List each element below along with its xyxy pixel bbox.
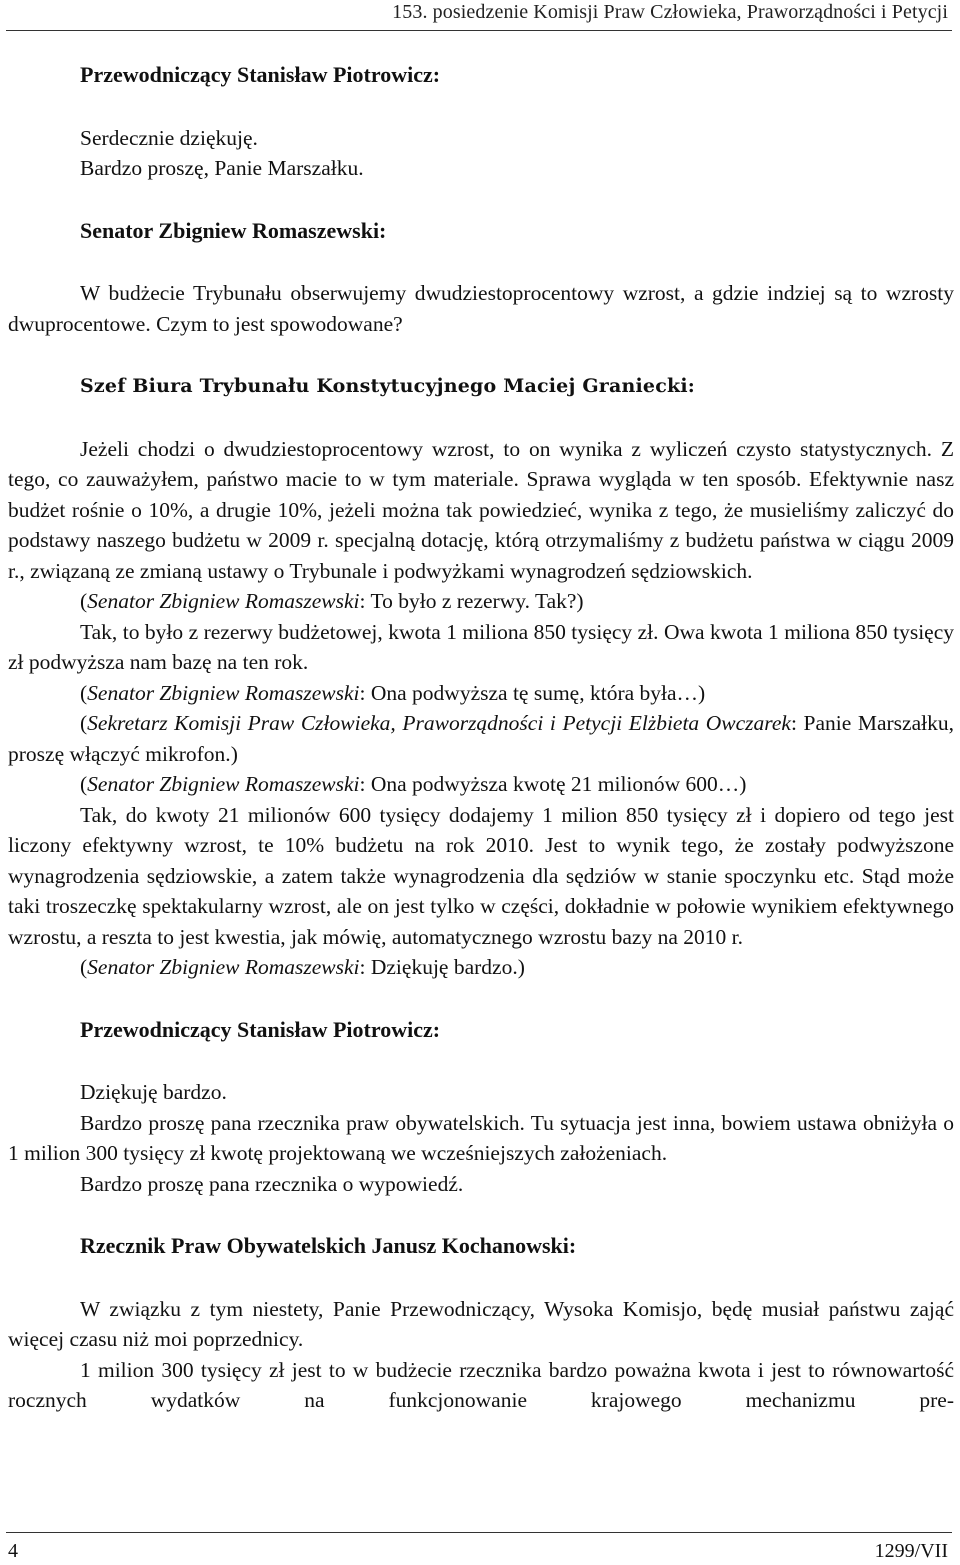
page-header — [0, 0, 960, 34]
header-rule — [6, 30, 952, 31]
document-id: 1299/VII — [874, 1540, 948, 1562]
interjection-text: : Ona podwyższa kwotę 21 milionów 600… — [359, 772, 740, 796]
paragraph: Tak, to było z rezerwy budżetowej, kwota 1 miliona 850 tysięcy zł. Owa kwota 1 miliona 850 tysięcy zł podwyższa nam bazę na ten rok. — [8, 619, 954, 674]
speaker-heading: Senator Zbigniew Romaszewski: — [80, 217, 387, 243]
interjection: (Senator Zbigniew Romaszewski: Dziękuję bardzo.) — [80, 955, 525, 979]
interjection: (Sekretarz Komisji Praw Człowieka, Praworządności i Petycji Elżbieta Owczarek: Panie Marszałku, proszę włączyć mikrofon.) — [8, 711, 954, 766]
speaker-heading: Przewodniczący Stanisław Piotrowicz: — [80, 62, 441, 87]
page-number: 4 — [8, 1540, 18, 1562]
speaker-heading: Szef Biura Trybunału Konstytucyjnego Maciej Graniecki: — [80, 375, 695, 397]
interjection: (Senator Zbigniew Romaszewski: To było z rezerwy. Tak?) — [80, 589, 584, 613]
footer-rule — [6, 1532, 952, 1533]
paragraph: Tak, do kwoty 21 milionów 600 tysięcy dodajemy 1 milion 850 tysięcy zł i dopiero od tego jest liczony efektywny wzrost, te 10% budżetu na rok 2010. Jest to wynik tego, że zostały podwyższone wynagrodzenia sędziowskie, a zatem także wynagrodzenia dla sędziów w stanie spoczynku etc. Stąd może taki troszeczkę spektakularny wzrost, ale on jest tylko w części, dokładnie w połowie wynikiem efektywnego wzrostu, a reszta to jest kwestia, jak mówię, automatycznego wzrostu bazy na 2010 r. — [8, 802, 954, 949]
paragraph: W związku z tym niestety, Panie Przewodniczący, Wysoka Komisjo, będę musiał państwu zająć więcej czasu niż moi poprzednicy. — [8, 1296, 954, 1351]
paragraph: 1 milion 300 tysięcy zł jest to w budżecie rzecznika bardzo poważna kwota i jest to równowartość rocznych wydatków na funkcjonowanie krajowego mechanizmu pre- — [8, 1357, 954, 1412]
interjection-speaker: Senator Zbigniew Romaszewski — [87, 772, 360, 796]
paragraph: Bardzo proszę pana rzecznika praw obywatelskich. Tu sytuacja jest inna, bowiem ustawa obniżyła o 1 milion 300 tysięcy zł kwotę projektowaną we wcześniejszych założeniach. — [8, 1110, 954, 1165]
interjection-text: : Dziękuję bardzo. — [359, 955, 518, 979]
speaker-heading: Rzecznik Praw Obywatelskich Janusz Kochanowski: — [80, 1233, 577, 1258]
interjection-text: : To było z rezerwy. Tak? — [359, 589, 577, 613]
interjection-speaker: Sekretarz Komisji Praw Człowieka, Praworządności i Petycji Elżbieta Owczarek — [87, 711, 791, 735]
interjection-speaker: Senator Zbigniew Romaszewski — [87, 680, 360, 705]
transcript-body — [8, 60, 954, 1416]
interjection-speaker: Senator Zbigniew Romaszewski — [87, 589, 360, 613]
paragraph: W budżecie Trybunału obserwujemy dwudziestoprocentowy wzrost, a gdzie indziej są to wzrosty dwuprocentowe. Czym to jest spowodowane? — [8, 281, 954, 336]
paragraph: Jeżeli chodzi o dwudziestoprocentowy wzrost, to on wynika z wyliczeń czysto statystycznych. Z tego, co zauważyłem, państwo macie to w tym materiale. Sprawa wygląda w ten sposób. Efektywnie nasz budżet rośnie o 10%, a drugie 10%, jeżeli można tak powiedzieć, wynika z tego, że musieliśmy zaliczyć do podstawy naszego budżetu w 2009 r. specjalną dotację, którą otrzymaliśmy z budżetu państwa w ciągu 2009 r., związaną ze zmianą ustawy o Trybunale i podwyżkami wynagrodzeń sędziowskich. — [8, 436, 954, 583]
interjection-speaker: Senator Zbigniew Romaszewski — [87, 955, 360, 979]
interjection-text: : Ona podwyższa tę sumę, która była… — [359, 680, 699, 705]
interjection: (Senator Zbigniew Romaszewski: Ona podwyższa tę sumę, która była…) — [80, 680, 706, 705]
interjection: (Senator Zbigniew Romaszewski: Ona podwyższa kwotę 21 milionów 600…) — [80, 772, 747, 796]
interjection-text: : Panie Marszałku, proszę włączyć mikrofon. — [8, 711, 954, 766]
paragraph: Serdecznie dziękuję. — [80, 125, 258, 150]
paragraph: Dziękuję bardzo. — [80, 1080, 227, 1104]
paragraph: Bardzo proszę pana rzecznika o wypowiedź. — [80, 1171, 464, 1196]
paragraph: Bardzo proszę, Panie Marszałku. — [80, 156, 364, 180]
speaker-heading: Przewodniczący Stanisław Piotrowicz: — [80, 1016, 441, 1042]
header-title: 153. posiedzenie Komisji Praw Człowieka, Praworządności i Petycji — [392, 1, 948, 23]
